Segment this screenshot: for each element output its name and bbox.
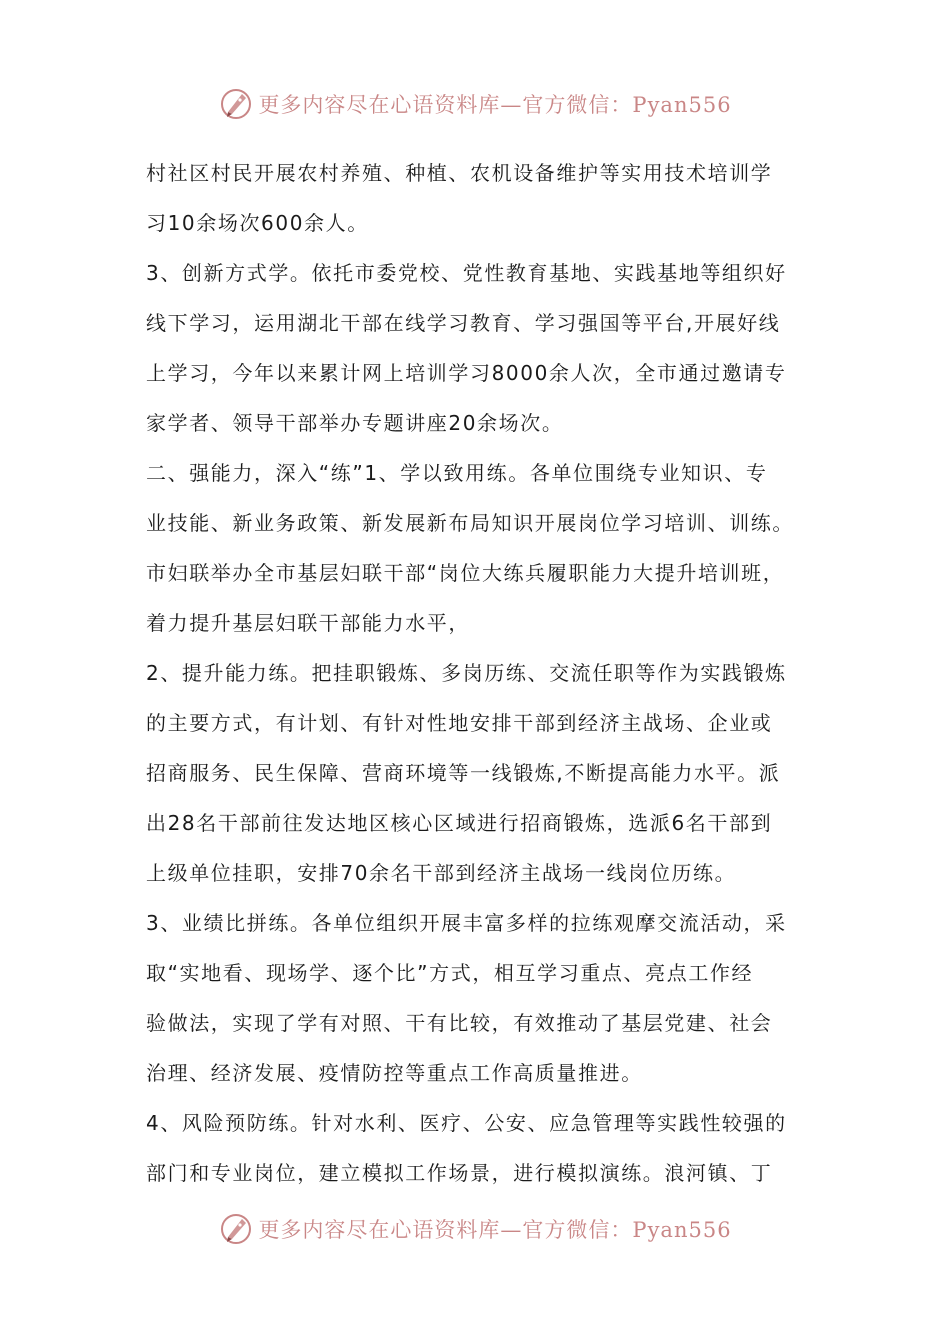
watermark-text: 更多内容尽在心语资料库—官方微信：Pyan556 <box>258 93 732 117</box>
text-line: 3、业绩比拼练。各单位组织开展丰富多样的拉练观摩交流活动，采 <box>146 911 787 935</box>
watermark-text: 更多内容尽在心语资料库—官方微信：Pyan556 <box>258 1218 732 1242</box>
text-line: 家学者、领导干部举办专题讲座20余场次。 <box>146 411 564 435</box>
document-body <box>146 148 814 1198</box>
text-line: 2、提升能力练。把挂职锻炼、多岗历练、交流任职等作为实践锻炼 <box>146 661 787 685</box>
text-line: 4、风险预防练。针对水利、医疗、公安、应急管理等实践性较强的 <box>146 1111 787 1135</box>
text-line: 村社区村民开展农村养殖、种植、农机设备维护等实用技术培训学 <box>146 161 773 185</box>
text-line: 着力提升基层妇联干部能力水平， <box>146 611 470 635</box>
text-line: 业技能、新业务政策、新发展新布局知识开展岗位学习培训、训练。 <box>146 511 794 535</box>
text-line: 验做法，实现了学有对照、干有比较，有效推动了基层党建、社会 <box>146 1011 773 1035</box>
text-line: 线下学习，运用湖北干部在线学习教育、学习强国等平台,开展好线 <box>146 311 781 335</box>
text-line: 二、强能力，深入“练”1、学以致用练。各单位围绕专业知识、专 <box>146 461 768 485</box>
text-line: 取“实地看、现场学、逐个比”方式，相互学习重点、亮点工作经 <box>146 961 754 985</box>
text-line: 部门和专业岗位，建立模拟工作场景，进行模拟演练。浪河镇、丁 <box>146 1161 773 1185</box>
text-line: 出28名干部前往发达地区核心区域进行招商锻炼，选派6名干部到 <box>146 811 773 835</box>
text-line: 市妇联举办全市基层妇联干部“岗位大练兵履职能力大提升培训班， <box>146 561 785 585</box>
text-line: 3、创新方式学。依托市委党校、党性教育基地、实践基地等组织好 <box>146 261 787 285</box>
text-line: 的主要方式，有计划、有针对性地安排干部到经济主战场、企业或 <box>146 711 773 735</box>
pen-nib-circle-icon <box>218 1211 254 1247</box>
pen-nib-circle-icon <box>218 86 254 122</box>
text-line: 上级单位挂职，安排70余名干部到经济主战场一线岗位历练。 <box>146 861 737 885</box>
text-line: 习10余场次600余人。 <box>146 211 369 235</box>
text-line: 招商服务、民生保障、营商环境等一线锻炼,不断提高能力水平。派 <box>146 761 781 785</box>
footer-watermark <box>0 1207 950 1251</box>
text-line: 治理、经济发展、疫情防控等重点工作高质量推进。 <box>146 1061 643 1085</box>
header-watermark <box>0 82 950 126</box>
text-line: 上学习，今年以来累计网上培训学习8000余人次，全市通过邀请专 <box>146 361 787 385</box>
